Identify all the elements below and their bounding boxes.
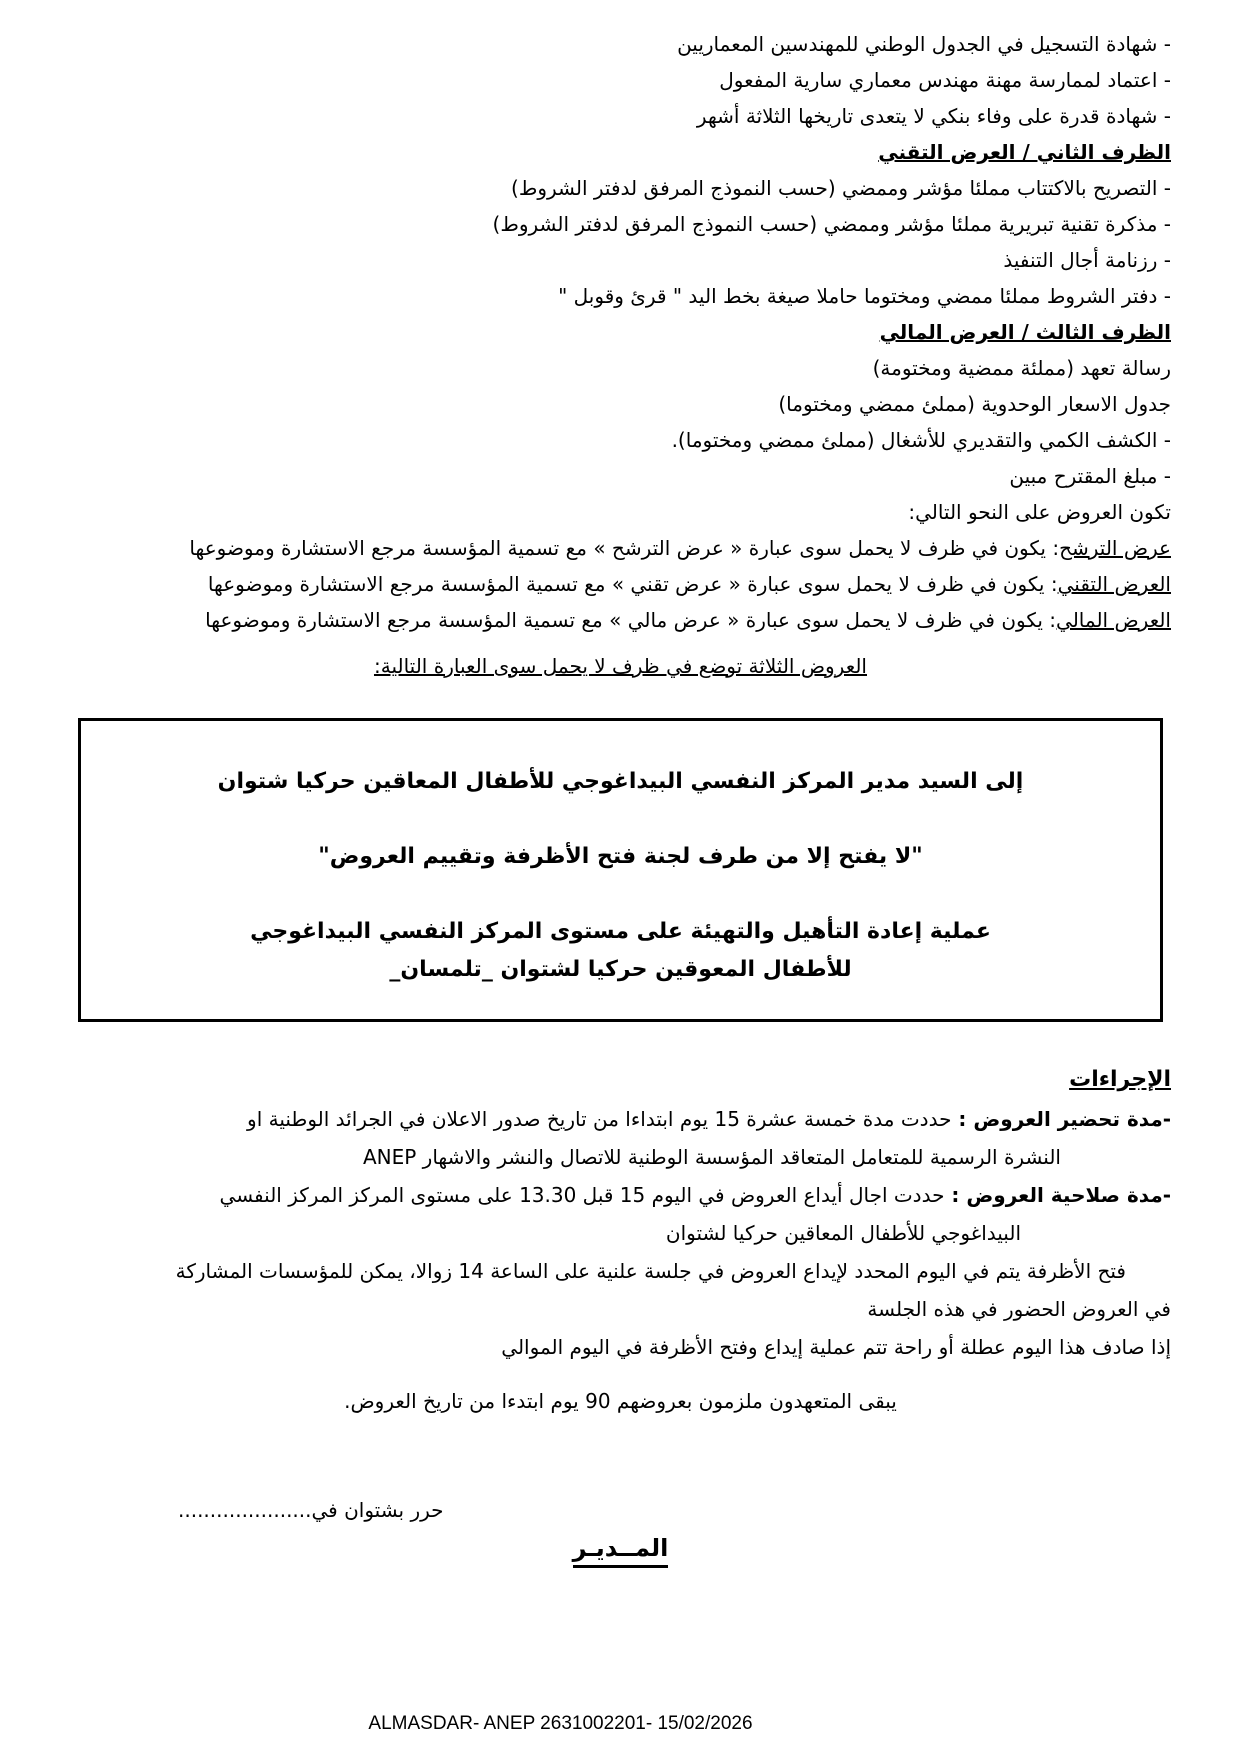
- address-box-warning: "لا يفتح إلا من طرف لجنة فتح الأظرفة وتقييم العروض": [318, 844, 923, 869]
- technical-envelope-item: - التصريح بالاكتتاب مملئا مؤشر وممضي (حسب النموذج المرفق لدفتر الشروط): [511, 176, 1171, 200]
- offer-rule-candidature-text: : يكون في ظرف لا يحمل سوى عبارة « عرض الترشح » مع تسمية المؤسسة مرجع الاستشارة وموضوعها: [189, 536, 1060, 560]
- financial-envelope-item: - مبلغ المقترح مبين: [1009, 464, 1171, 488]
- qualification-item: - شهادة قدرة على وفاء بنكي لا يتعدى تاريخها الثلاثة أشهر: [696, 104, 1171, 128]
- address-box-recipient: إلى السيد مدير المركز النفسي البيداغوجي للأطفال المعاقين حركيا شتوان: [217, 769, 1024, 794]
- offer-rule-technical-text: : يكون في ظرف لا يحمل سوى عبارة « عرض تقني » مع تسمية المؤسسة مرجع الاستشارة وموضوعها: [207, 572, 1058, 596]
- issued-at-line: حرر بشتوان في.....................: [178, 1498, 444, 1522]
- address-box-project-line2: للأطفال المعوقين حركيا لشتوان _تلمسان_: [389, 957, 852, 982]
- technical-envelope-item: - مذكرة تقنية تبريرية مملئا مؤشر وممضي (حسب النموذج المرفق لدفتر الشروط): [492, 212, 1171, 236]
- envelope-note: العروض الثلاثة توضع في ظرف لا يحمل سوى العبارة التالية:: [373, 654, 867, 678]
- preparation-duration-label: -مدة تحضير العروض :: [951, 1107, 1171, 1131]
- validity-duration-label: -مدة صلاحية العروض :: [944, 1183, 1171, 1207]
- validity-duration-line: [70, 1176, 1171, 1214]
- preparation-duration-text: حددت مدة خمسة عشرة 15 يوم ابتداءا من تاريخ صدور الاعلان في الجرائد الوطنية او: [247, 1107, 952, 1131]
- offers-intro: تكون العروض على النحو التالي:: [908, 500, 1171, 524]
- technical-envelope-heading: الظرف الثاني / العرض التقني: [878, 140, 1171, 164]
- preparation-duration-continuation: النشرة الرسمية للمتعامل المتعاقد المؤسسة الوطنية للاتصال والنشر والاشهار ANEP: [362, 1145, 1061, 1169]
- qualification-item: - اعتماد لممارسة مهنة مهندس معماري سارية المفعول: [719, 68, 1171, 92]
- address-box: [78, 718, 1163, 1022]
- preparation-duration-line: [70, 1100, 1171, 1138]
- financial-envelope-item: رسالة تعهد (مملئة ممضية ومختومة): [872, 356, 1171, 380]
- offer-rule-technical-label: العرض التقني: [1057, 572, 1171, 596]
- procedures-heading: الإجراءات: [1069, 1067, 1171, 1092]
- technical-envelope-item: - دفتر الشروط مملئا ممضي ومختوما حاملا صيغة بخط اليد " قرئ وقوبل ": [558, 284, 1171, 308]
- validity-duration-text: حددت اجال أيداع العروض في اليوم 15 قبل 13.30 على مستوى المركز المركز النفسي: [219, 1183, 945, 1207]
- offer-rule-candidature: [70, 530, 1171, 566]
- validity-duration-continuation: البيداغوجي للأطفال المعاقين حركيا لشتوان: [665, 1221, 1021, 1245]
- offer-rule-financial: [70, 602, 1171, 638]
- opening-session-continuation: في العروض الحضور في هذه الجلسة: [867, 1297, 1171, 1321]
- financial-envelope-item: - الكشف الكمي والتقديري للأشغال (مملئ ممضي ومختوما).: [671, 428, 1171, 452]
- financial-envelope-item: جدول الاسعار الوحدوية (مملئ ممضي ومختوما): [778, 392, 1171, 416]
- offer-rule-candidature-label: عرض الترشح: [1059, 536, 1171, 560]
- commitment-line: يبقى المتعهدون ملزمون بعروضهم 90 يوم ابتدءا من تاريخ العروض.: [344, 1389, 897, 1413]
- offer-rule-financial-label: العرض المالي: [1056, 608, 1171, 632]
- anep-footer-line: ALMASDAR- ANEP 2631002201- 15/02/2026: [368, 1713, 753, 1734]
- holiday-rule-line: إذا صادف هذا اليوم عطلة أو راحة تتم عملية إيداع وفتح الأظرفة في اليوم الموالي: [501, 1335, 1171, 1359]
- technical-envelope-item: - رزنامة أجال التنفيذ: [1003, 248, 1171, 272]
- address-box-project-line1: عملية إعادة التأهيل والتهيئة على مستوى المركز النفسي البيداغوجي: [250, 919, 991, 944]
- director-title: المــديـر: [573, 1534, 669, 1568]
- offer-rule-financial-text: : يكون في ظرف لا يحمل سوى عبارة « عرض مالي » مع تسمية المؤسسة مرجع الاستشارة وموضوعها: [205, 608, 1057, 632]
- opening-session-line: فتح الأظرفة يتم في اليوم المحدد لإيداع العروض في جلسة علنية على الساعة 14 زوالا، يمكن للمؤسسات المشاركة: [175, 1259, 1126, 1283]
- offer-rule-technical: [70, 566, 1171, 602]
- qualification-item: - شهادة التسجيل في الجدول الوطني للمهندسين المعماريين: [677, 32, 1171, 56]
- director-signature-block: [70, 1534, 1171, 1568]
- financial-envelope-heading: الظرف الثالث / العرض المالي: [879, 320, 1171, 344]
